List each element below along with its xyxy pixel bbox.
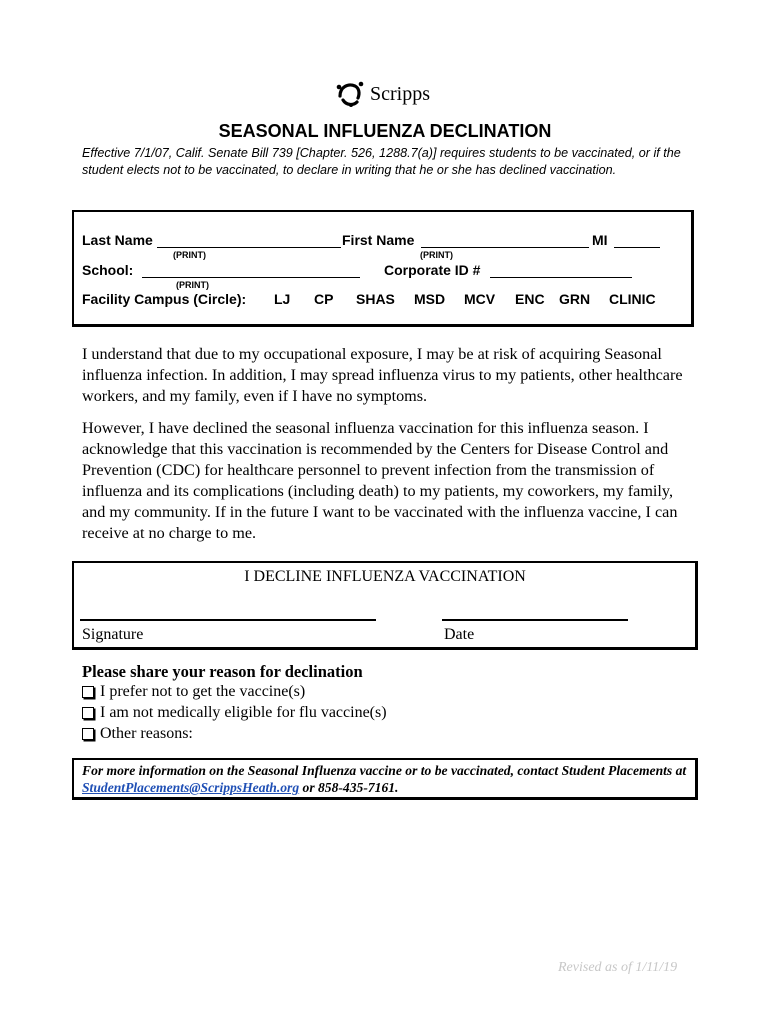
- first-name-label: First Name: [342, 232, 415, 248]
- mi-field[interactable]: [614, 233, 660, 248]
- intro-text: Effective 7/1/07, Calif. Senate Bill 739 [Chapter. 526, 1288.7(a)] requires students to be vaccinated, or if the student elects not to be vaccinated, to declare in writing that he or she has declined vaccination.: [82, 146, 681, 177]
- reasons-heading: Please share your reason for declination: [82, 662, 363, 681]
- declination-paragraph: However, I have declined the seasonal influenza vaccination for this influenza season. I acknowledge that this vaccination is recommended by the Centers for Disease Control and Prevention (CDC) for healthcare personnel to prevent infection from the transmission of influenza and its complications (including death) to my patients, my coworkers, my family, and my community. If in the future I want to be vaccinated with the influenza vaccine, I can receive at no charge to me.: [82, 419, 678, 542]
- page-title: SEASONAL INFLUENZA DECLINATION: [218, 121, 552, 141]
- reason-option-prefer-not[interactable]: [82, 683, 305, 701]
- campus-option-mcv[interactable]: MCV: [464, 291, 496, 307]
- reason-option-other[interactable]: [82, 725, 193, 743]
- date-label: Date: [444, 626, 475, 643]
- reason-option-label: I am not medically eligible for flu vaccine(s): [100, 704, 387, 721]
- last-name-label: Last Name: [82, 232, 153, 248]
- decline-heading: I DECLINE INFLUENZA VACCINATION: [244, 568, 526, 585]
- campus-option-enc[interactable]: ENC: [515, 291, 545, 307]
- reason-option-not-eligible[interactable]: [82, 704, 387, 722]
- print-note-first-name: (PRINT): [420, 250, 453, 260]
- corporate-id-label: Corporate ID #: [384, 262, 481, 278]
- campus-option-msd[interactable]: MSD: [414, 291, 446, 307]
- campus-option-clinic[interactable]: CLINIC: [609, 291, 656, 307]
- last-name-field[interactable]: [157, 233, 341, 248]
- signature-field[interactable]: [80, 619, 376, 621]
- checkbox-icon[interactable]: [82, 707, 94, 719]
- logo-text: Scripps: [370, 82, 430, 105]
- info-text: [82, 762, 692, 796]
- scripps-logo-icon: [334, 78, 366, 110]
- campus-label: Facility Campus (Circle):: [82, 291, 247, 307]
- corporate-id-field[interactable]: [490, 263, 632, 278]
- info-prefix: For more information on the Seasonal Influenza vaccine or to be vaccinated, contact Student Placements at: [82, 763, 687, 778]
- reason-option-label: I prefer not to get the vaccine(s): [100, 683, 306, 700]
- campus-option-cp[interactable]: CP: [314, 291, 334, 307]
- first-name-field[interactable]: [421, 233, 589, 248]
- mi-label: MI: [592, 232, 608, 248]
- checkbox-icon[interactable]: [82, 728, 94, 740]
- campus-option-shas[interactable]: SHAS: [356, 291, 395, 307]
- revised-date: Revised as of 1/11/19: [558, 960, 678, 975]
- campus-option-lj[interactable]: LJ: [274, 291, 291, 307]
- campus-option-grn[interactable]: GRN: [559, 291, 591, 307]
- reason-option-label: Other reasons:: [100, 725, 193, 742]
- scripps-logo: [334, 76, 430, 112]
- exposure-paragraph: I understand that due to my occupational exposure, I may be at risk of acquiring Seasonal influenza infection. In addition, I may spread influenza virus to my patients, other healthcare workers, and my family, even if I have no symptoms.: [82, 345, 683, 405]
- print-note-last-name: (PRINT): [173, 250, 206, 260]
- date-field[interactable]: [442, 619, 628, 621]
- email-link[interactable]: StudentPlacements@ScrippsHeath.org: [82, 780, 300, 795]
- signature-label: Signature: [82, 626, 144, 643]
- school-label: School:: [82, 262, 134, 278]
- checkbox-icon[interactable]: [82, 686, 94, 698]
- print-note-school: (PRINT): [176, 280, 209, 290]
- school-field[interactable]: [142, 263, 360, 278]
- info-suffix: or 858-435-7161.: [299, 780, 399, 795]
